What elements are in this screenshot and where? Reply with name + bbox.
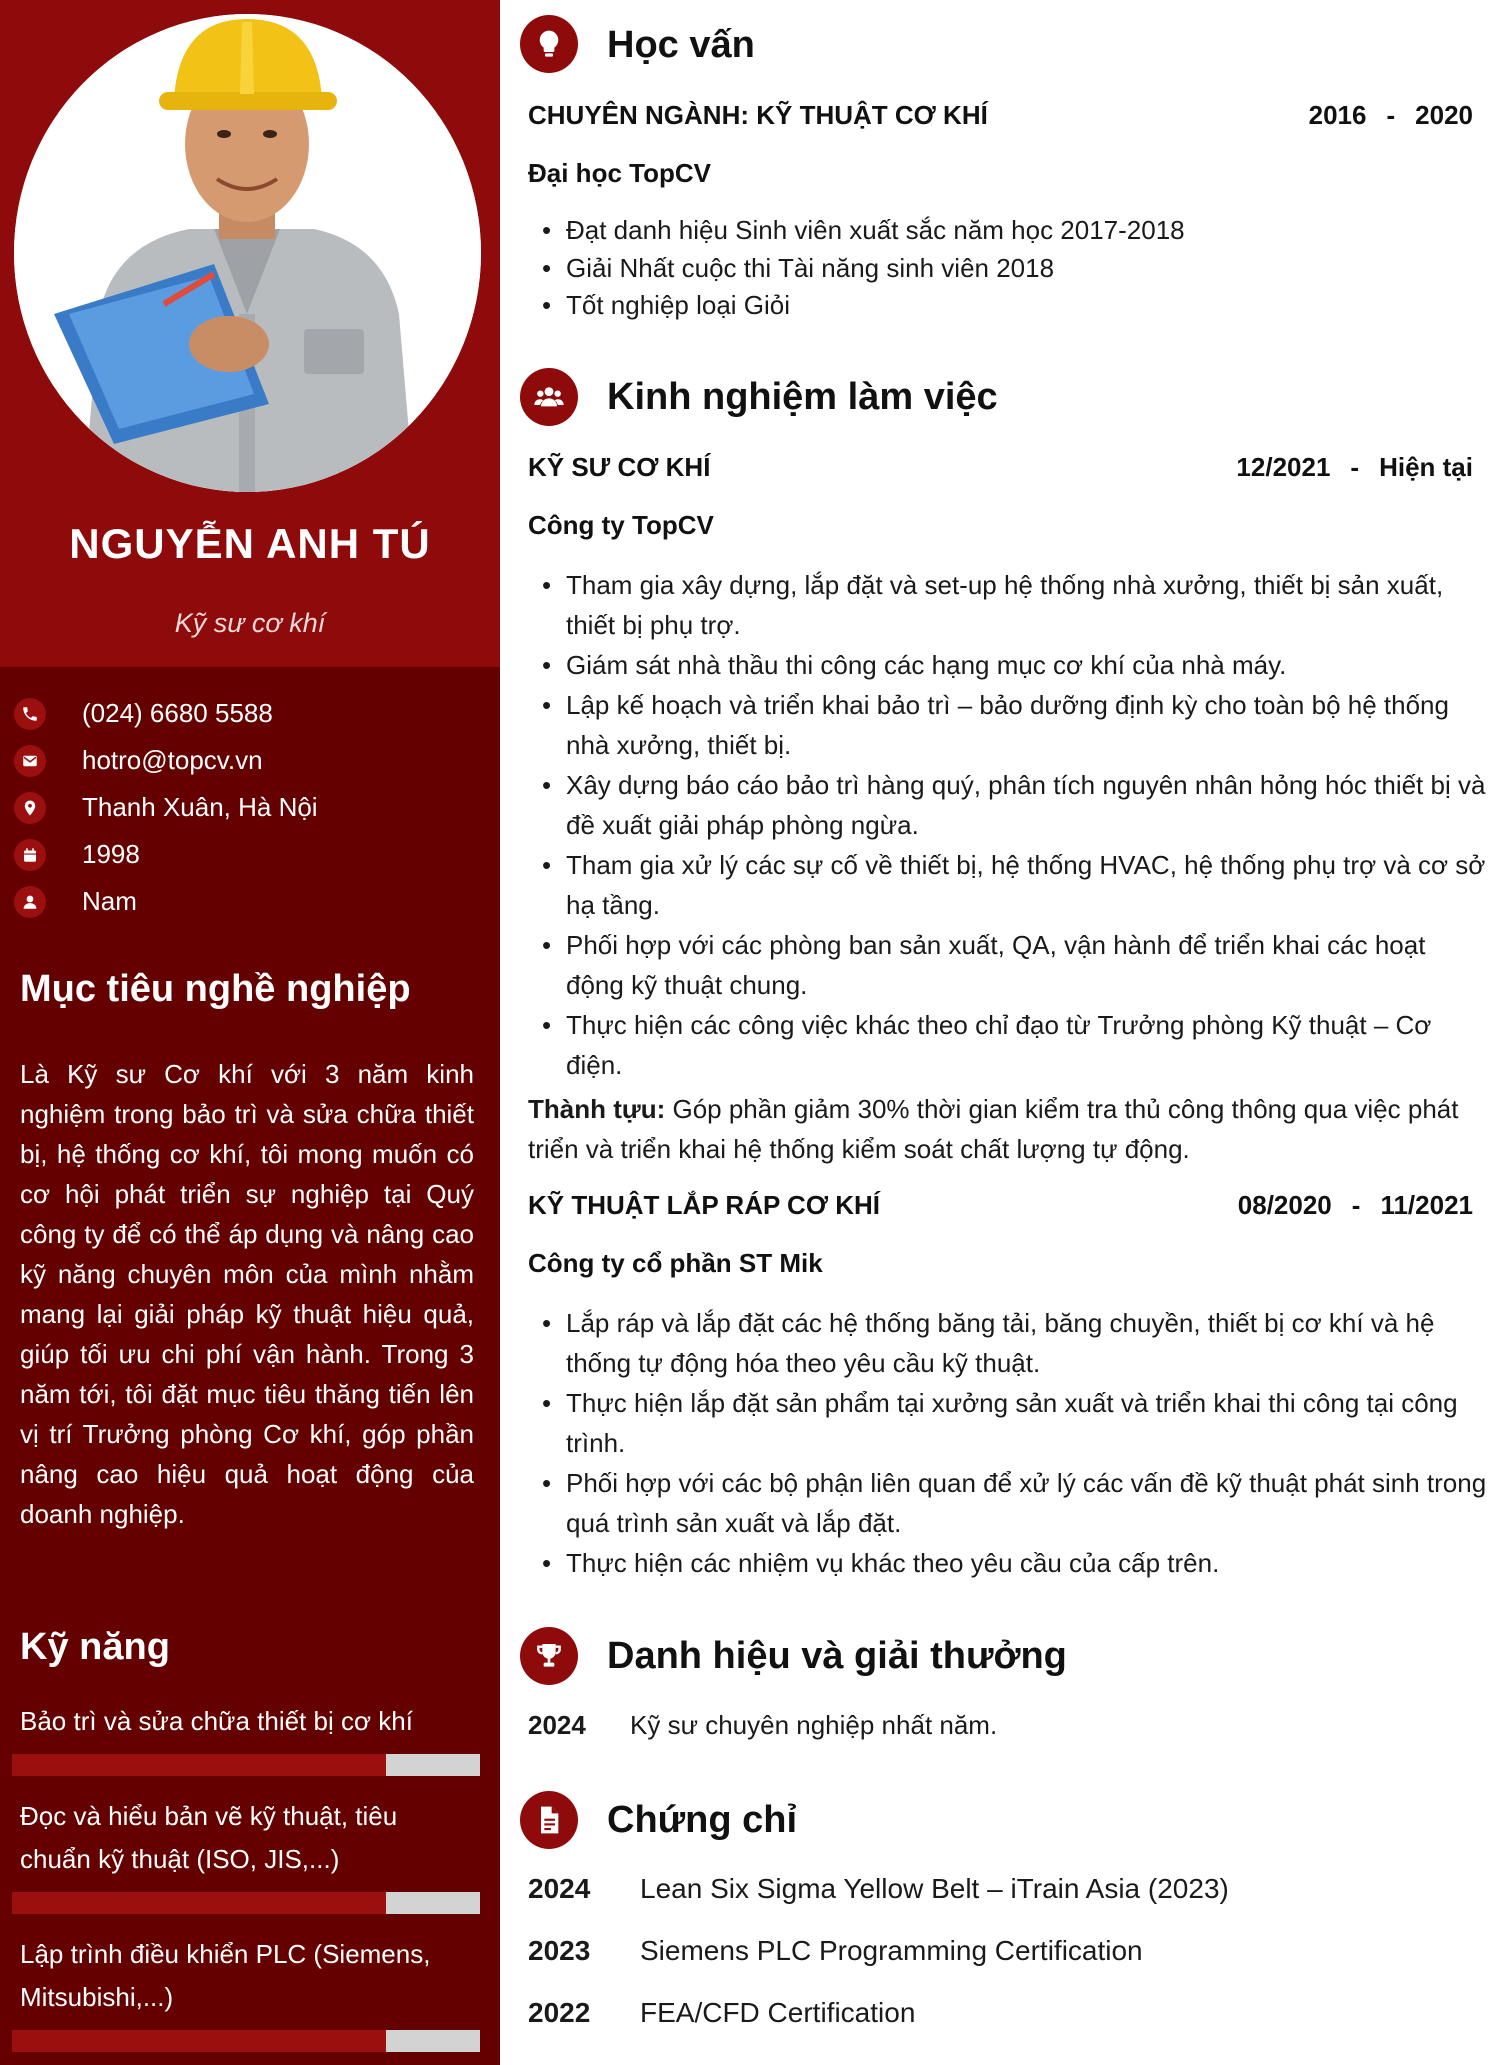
list-item: • Thực hiện các nhiệm vụ khác theo yêu cầu của cấp trên.: [528, 1543, 1490, 1583]
skill-bar-fill: [12, 2030, 386, 2052]
job-period: [1236, 452, 1473, 483]
period-start: 08/2020: [1237, 1190, 1332, 1220]
objective-text: Là Kỹ sư Cơ khí với 3 năm kinh nghiệm trong bảo trì và sửa chữa thiết bị, hệ thống cơ khí, tôi mong muốn có cơ hội phát triển sự nghiệp tại Quý công ty để có thể áp dụng và nâng cao kỹ năng chuyên môn của mình nhằm mang lại giải pháp kỹ thuật hiệu quả, giúp tối ưu chi phí vận hành. Trong 3 năm tới, tôi đặt mục tiêu thăng tiến lên vị trí Trưởng phòng Cơ khí, góp phần nâng cao hiệu quả hoạt động của doanh nghiệp.: [20, 1059, 474, 1529]
skill-name: Lập trình điều khiển PLC (Siemens, Mitsubishi,...): [20, 1939, 431, 2012]
education-major: CHUYÊN NGÀNH: KỸ THUẬT CƠ KHÍ: [528, 100, 988, 130]
list-item: • Thực hiện các công việc khác theo chỉ đạo từ Trưởng phòng Kỹ thuật – Cơ điện.: [528, 1005, 1490, 1085]
achievement-text: Góp phần giảm 30% thời gian kiểm tra thủ công thông qua việc phát triển và triển khai hệ thống kiểm soát chất lượng tự động.: [528, 1094, 1459, 1164]
awards-heading: Danh hiệu và giải thưởng: [607, 1635, 1067, 1677]
certificate-item: [528, 1997, 915, 2029]
certificate-year: 2022: [528, 1997, 591, 2028]
period-start: 2016: [1308, 100, 1367, 130]
contact-text: hotro@topcv.vn: [82, 745, 263, 775]
job-duties: [528, 565, 1490, 1085]
location-icon: [14, 792, 46, 824]
certificate-item: [528, 1935, 1143, 1967]
skills-heading: Kỹ năng: [20, 1626, 170, 1668]
skill-bar: [12, 1892, 480, 1914]
list-item: • Tham gia xử lý các sự cố về thiết bị, hệ thống HVAC, hệ thống phụ trợ và cơ sở hạ tầng.: [528, 845, 1490, 925]
skill-name: Đọc và hiểu bản vẽ kỹ thuật, tiêu chuẩn kỹ thuật (ISO, JIS,...): [20, 1801, 398, 1874]
users-icon: [520, 368, 578, 426]
skill-bar: [12, 1754, 480, 1776]
period-end: 11/2021: [1380, 1190, 1473, 1220]
skill-bar-fill: [12, 1892, 386, 1914]
contact-location: [14, 784, 484, 831]
skill-bar-fill: [12, 1754, 386, 1776]
education-row: [528, 100, 1473, 131]
skill-name: Bảo trì và sửa chữa thiết bị cơ khí: [20, 1706, 413, 1736]
certificate-text: Lean Six Sigma Yellow Belt – iTrain Asia (2023): [640, 1873, 1229, 1904]
profile-header: [0, 0, 500, 667]
education-achievements: [528, 212, 1490, 325]
sidebar: [0, 0, 500, 2065]
contact-text: Thanh Xuân, Hà Nội: [82, 792, 318, 822]
period-end: Hiện tại: [1379, 452, 1473, 482]
certificate-text: FEA/CFD Certification: [640, 1997, 916, 2028]
list-item: • Xây dựng báo cáo bảo trì hàng quý, phân tích nguyên nhân hỏng hóc thiết bị và đề xuất giải pháp phòng ngừa.: [528, 765, 1490, 845]
job-row: [528, 452, 1473, 483]
candidate-name: NGUYỄN ANH TÚ: [69, 520, 431, 567]
email-icon: [14, 745, 46, 777]
award-text: Kỹ sư chuyên nghiệp nhất năm.: [630, 1710, 998, 1740]
document-icon: [520, 1791, 578, 1849]
period-dash: -: [1350, 452, 1360, 482]
certificate-year: 2023: [528, 1935, 591, 1966]
experience-heading: Kinh nghiệm làm việc: [607, 376, 998, 418]
list-item: • Giải Nhất cuộc thi Tài năng sinh viên 2018: [528, 250, 1490, 288]
job-position: KỸ THUẬT LẮP RÁP CƠ KHÍ: [528, 1190, 881, 1220]
period-dash: -: [1386, 100, 1396, 130]
period-dash: -: [1351, 1190, 1361, 1220]
certificate-item: [528, 1873, 1229, 1905]
trophy-icon: [520, 1627, 578, 1685]
list-item: • Giám sát nhà thầu thi công các hạng mục cơ khí của nhà máy.: [528, 645, 1490, 685]
candidate-title: Kỹ sư cơ khí: [174, 608, 326, 638]
education-heading: Học vấn: [607, 24, 755, 66]
company-name: Công ty TopCV: [528, 510, 714, 540]
calendar-icon: [14, 839, 46, 871]
certificate-year: 2024: [528, 1873, 591, 1904]
certificates-heading: Chứng chỉ: [607, 1799, 798, 1841]
job-period: [1238, 1190, 1473, 1221]
list-item: • Lập kế hoạch và triển khai bảo trì – bảo dưỡng định kỳ cho toàn bộ hệ thống nhà xưởng, thiết bị.: [528, 685, 1490, 765]
job-row: [528, 1190, 1473, 1221]
user-icon: [14, 886, 46, 918]
achievement-label: Thành tựu:: [528, 1094, 666, 1124]
contact-gender: [14, 878, 484, 925]
objective-heading: Mục tiêu nghề nghiệp: [20, 968, 411, 1010]
avatar: [14, 14, 481, 492]
contact-list: [14, 690, 484, 925]
list-item: • Tham gia xây dựng, lắp đặt và set-up hệ thống nhà xưởng, thiết bị sản xuất, thiết bị phụ trợ.: [528, 565, 1490, 645]
list-item: • Thực hiện lắp đặt sản phẩm tại xưởng sản xuất và triển khai thi công tại công trình.: [528, 1383, 1490, 1463]
phone-icon: [14, 698, 46, 730]
award-year: 2024: [528, 1710, 586, 1740]
education-period: [1309, 100, 1473, 131]
school-name: Đại học TopCV: [528, 158, 711, 188]
list-item: • Tốt nghiệp loại Giỏi: [528, 287, 1490, 325]
contact-text: (024) 6680 5588: [82, 698, 273, 728]
contact-email[interactable]: [14, 737, 484, 784]
period-start: 12/2021: [1236, 452, 1331, 482]
contact-phone[interactable]: [14, 690, 484, 737]
period-end: 2020: [1415, 100, 1473, 130]
award-item: [528, 1710, 997, 1741]
avatar-photo: [14, 14, 481, 492]
certificate-text: Siemens PLC Programming Certification: [640, 1935, 1143, 1966]
skill-bar: [12, 2030, 480, 2052]
contact-text: Nam: [82, 886, 137, 916]
lightbulb-icon: [520, 15, 578, 73]
list-item: • Phối hợp với các phòng ban sản xuất, QA, vận hành để triển khai các hoạt động kỹ thuật chung.: [528, 925, 1490, 1005]
contact-birth-year: [14, 831, 484, 878]
list-item: • Đạt danh hiệu Sinh viên xuất sắc năm học 2017-2018: [528, 212, 1490, 250]
company-name: Công ty cổ phần ST Mik: [528, 1248, 823, 1278]
list-item: • Lắp ráp và lắp đặt các hệ thống băng tải, băng chuyền, thiết bị cơ khí và hệ thống tự động hóa theo yêu cầu kỹ thuật.: [528, 1303, 1490, 1383]
list-item: • Phối hợp với các bộ phận liên quan để xử lý các vấn đề kỹ thuật phát sinh trong quá trình sản xuất và lắp đặt.: [528, 1463, 1490, 1543]
job-achievement: [528, 1089, 1490, 1169]
contact-text: 1998: [82, 839, 140, 869]
job-position: KỸ SƯ CƠ KHÍ: [528, 452, 711, 482]
job-duties: [528, 1303, 1490, 1583]
